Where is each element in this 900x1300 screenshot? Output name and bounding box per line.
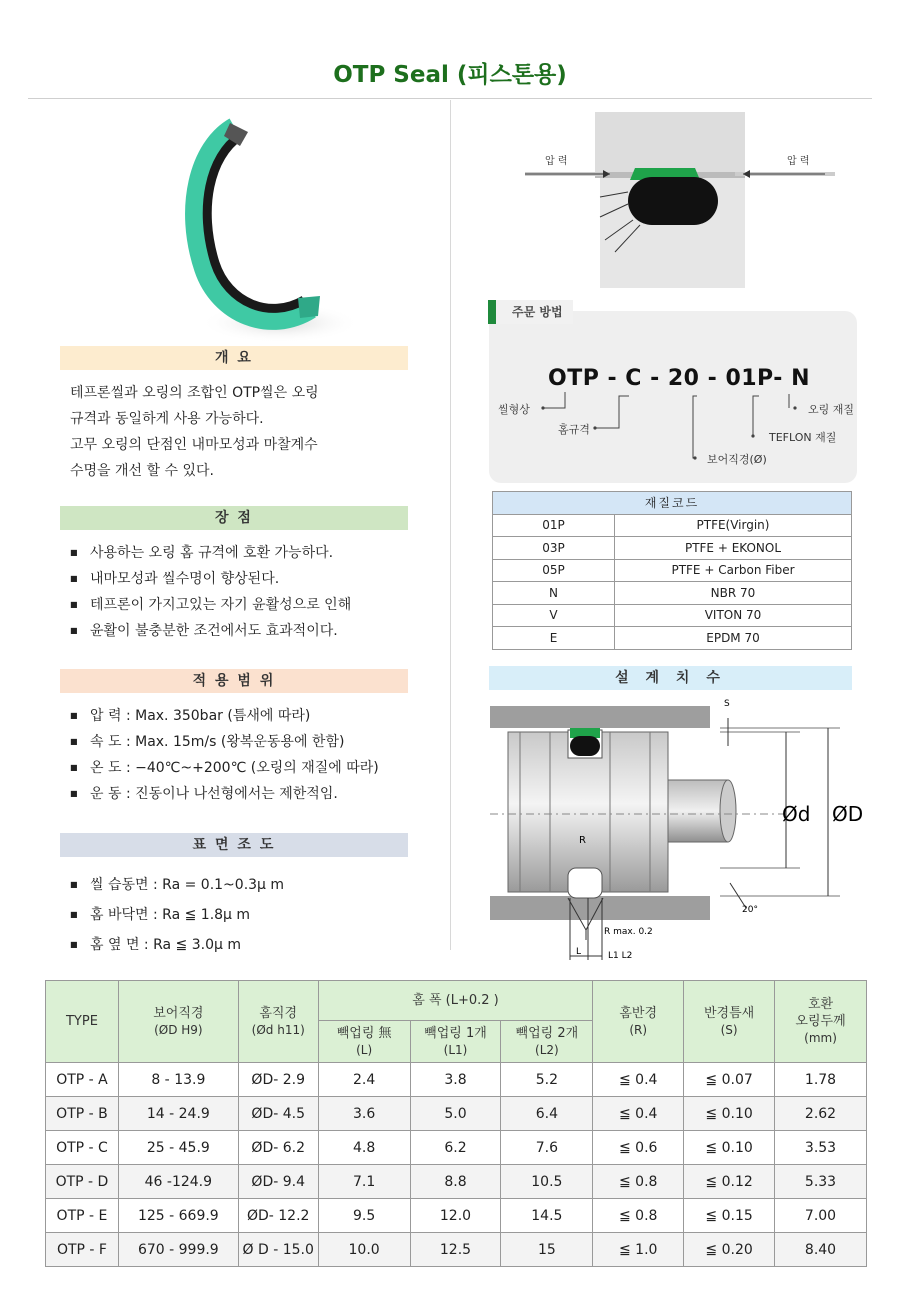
dim-label-l: L [576,947,582,957]
table-row: E EPDM 70 [493,627,852,650]
col-radial-gap: 반경틈새 (S) [684,981,775,1063]
table-cell: ≦ 0.8 [593,1165,684,1199]
roughness-list [70,870,420,960]
table-cell: 9.5 [318,1199,410,1233]
table-cell: 2.4 [318,1063,410,1097]
table-cell: ≦ 1.0 [593,1233,684,1267]
spec-table [45,980,867,1267]
table-cell: 12.5 [410,1233,501,1267]
roughness-heading: 표 면 조 도 [60,833,408,857]
advantages-list [70,540,420,644]
table-row [46,1063,867,1097]
col-groove-width: 홈 폭 (L+0.2 ) [318,981,593,1021]
table-row [46,1233,867,1267]
table-cell: ≦ 0.12 [684,1165,775,1199]
table-cell: 10.0 [318,1233,410,1267]
table-cell: 14.5 [501,1199,593,1233]
table-cell: 1.78 [775,1063,867,1097]
col-type: TYPE [46,981,119,1063]
list-item: ■ 내마모성과 씰수명이 향상된다. [70,566,420,592]
table-row: 01P PTFE(Virgin) [493,514,852,537]
table-row: 03P PTFE + EKONOL [493,537,852,560]
title-divider [28,98,872,99]
table-cell: 6.2 [410,1131,501,1165]
table-cell: 14 - 24.9 [118,1097,238,1131]
design-dimension-heading: 설 계 치 수 [489,666,852,690]
table-cell: OTP - A [46,1063,119,1097]
table-cell: 12.0 [410,1199,501,1233]
order-label-shape: 씰형상 [498,403,530,416]
table-row [46,1165,867,1199]
pressure-diagram [525,112,835,292]
table-cell: ≦ 0.07 [684,1063,775,1097]
order-label-oring: 오링 재질 [808,403,855,416]
table-cell: 5.33 [775,1165,867,1199]
table-cell: 25 - 45.9 [118,1131,238,1165]
list-item: ■ 속 도 : Max. 15m/s (왕복운동용에 한함) [70,729,420,755]
col-width-two-backup: 빽업링 2개 (L2) [501,1021,593,1063]
pressure-right-label: 압 력 [787,156,810,167]
table-cell: 2.62 [775,1097,867,1131]
pressure-left-label: 압 력 [545,156,568,167]
table-cell: 3.8 [410,1063,501,1097]
col-bore: 보어직경 (ØD H9) [118,981,238,1063]
table-cell: ØD- 4.5 [238,1097,318,1131]
table-cell: Ø D - 15.0 [238,1233,318,1267]
table-cell: 5.2 [501,1063,593,1097]
dim-label-bore-d: Ød [782,802,811,826]
list-item: ■ 홈 옆 면 : Ra ≦ 3.0μ m [70,930,420,960]
column-divider [450,100,451,950]
table-cell: OTP - B [46,1097,119,1131]
table-cell: 670 - 999.9 [118,1233,238,1267]
seal-ring-image [180,118,370,348]
list-item-continuation: ■ 윤활이 불충분한 조건에서도 효과적이다. [70,618,420,644]
list-item: ■ 테프론이 가지고있는 자기 윤활성으로 인해 [70,592,420,618]
table-cell: ØD- 6.2 [238,1131,318,1165]
table-cell: 8 - 13.9 [118,1063,238,1097]
advantages-heading: 장 점 [60,506,408,530]
table-cell: ≦ 0.20 [684,1233,775,1267]
table-cell: OTP - D [46,1165,119,1199]
table-cell: ≦ 0.4 [593,1097,684,1131]
col-oring-thickness: 호환 오링두께 (mm) [775,981,867,1063]
col-width-no-backup: 빽업링 無 (L) [318,1021,410,1063]
material-code-table [492,491,852,650]
table-cell: 8.8 [410,1165,501,1199]
order-label-bore: 보어직경(Ø) [707,453,767,466]
table-cell: OTP - F [46,1233,119,1267]
table-cell: ≦ 0.15 [684,1199,775,1233]
table-row: N NBR 70 [493,582,852,605]
dim-label-l1-l2: L1 L2 [608,951,633,961]
dim-label-r: R [579,835,586,846]
page-title: OTP Seal (피스톤용) [333,62,567,88]
order-method-tag: 주문 방법 [488,300,573,324]
table-cell: 46 -124.9 [118,1165,238,1199]
table-row [46,1097,867,1131]
table-cell: 5.0 [410,1097,501,1131]
application-list [70,703,420,807]
table-cell: ØD- 9.4 [238,1165,318,1199]
table-cell: OTP - C [46,1131,119,1165]
design-dimension-diagram [490,698,870,970]
order-label-groove: 홈규격 [558,423,590,436]
table-cell: 6.4 [501,1097,593,1131]
table-row: 05P PTFE + Carbon Fiber [493,559,852,582]
table-cell: ≦ 0.10 [684,1131,775,1165]
table-row [46,1131,867,1165]
list-item: ■ 사용하는 오링 홈 규격에 호환 가능하다. [70,540,420,566]
table-cell: ≦ 0.4 [593,1063,684,1097]
list-item: ■ 온 도 : −40℃~+200℃ (오링의 재질에 따라) [70,755,420,781]
table-cell: 7.1 [318,1165,410,1199]
table-cell: ØD- 2.9 [238,1063,318,1097]
order-code: OTP - C - 20 - 01P- N [548,366,810,391]
list-item: ■ 운 동 : 진동이나 나선형에서는 제한적임. [70,781,420,807]
table-cell: 8.40 [775,1233,867,1267]
dim-label-s: S [724,699,730,709]
table-cell: 10.5 [501,1165,593,1199]
table-row: V VITON 70 [493,604,852,627]
table-cell: ≦ 0.10 [684,1097,775,1131]
table-cell: OTP - E [46,1199,119,1233]
list-item: ■ 압 력 : Max. 350bar (틈새에 따라) [70,703,420,729]
col-width-one-backup: 빽업링 1개 (L1) [410,1021,501,1063]
col-groove-diameter: 홈직경 (Ød h11) [238,981,318,1063]
application-heading: 적 용 범 위 [60,669,408,693]
table-cell: 7.00 [775,1199,867,1233]
dim-label-angle: 20° [742,905,758,915]
dim-label-bore-D: ØD [832,802,864,826]
table-cell: 125 - 669.9 [118,1199,238,1233]
table-cell: 4.8 [318,1131,410,1165]
col-groove-radius: 홈반경 (R) [593,981,684,1063]
overview-text: 테프론씰과 오링의 조합인 OTP씰은 오링 규격과 동일하게 사용 가능하다. 고무 오링의 단점인 내마모성과 마찰계수 수명을 개선 할 수 있다. [70,385,319,479]
dim-label-rmax: R max. 0.2 [604,927,653,937]
table-cell: 7.6 [501,1131,593,1165]
table-cell: 15 [501,1233,593,1267]
table-row [46,1199,867,1233]
table-cell: 3.53 [775,1131,867,1165]
table-cell: ≦ 0.8 [593,1199,684,1233]
table-cell: ≦ 0.6 [593,1131,684,1165]
order-label-teflon: TEFLON 재질 [769,431,837,444]
list-item: ■ 씰 습동면 : Ra = 0.1~0.3μ m [70,870,420,900]
spec-table-body [46,1063,867,1267]
overview-heading: 개 요 [60,346,408,370]
table-cell: 3.6 [318,1097,410,1131]
table-cell: ØD- 12.2 [238,1199,318,1233]
list-item: ■ 홈 바닥면 : Ra ≦ 1.8μ m [70,900,420,930]
material-table-header: 재질코드 [493,492,852,515]
